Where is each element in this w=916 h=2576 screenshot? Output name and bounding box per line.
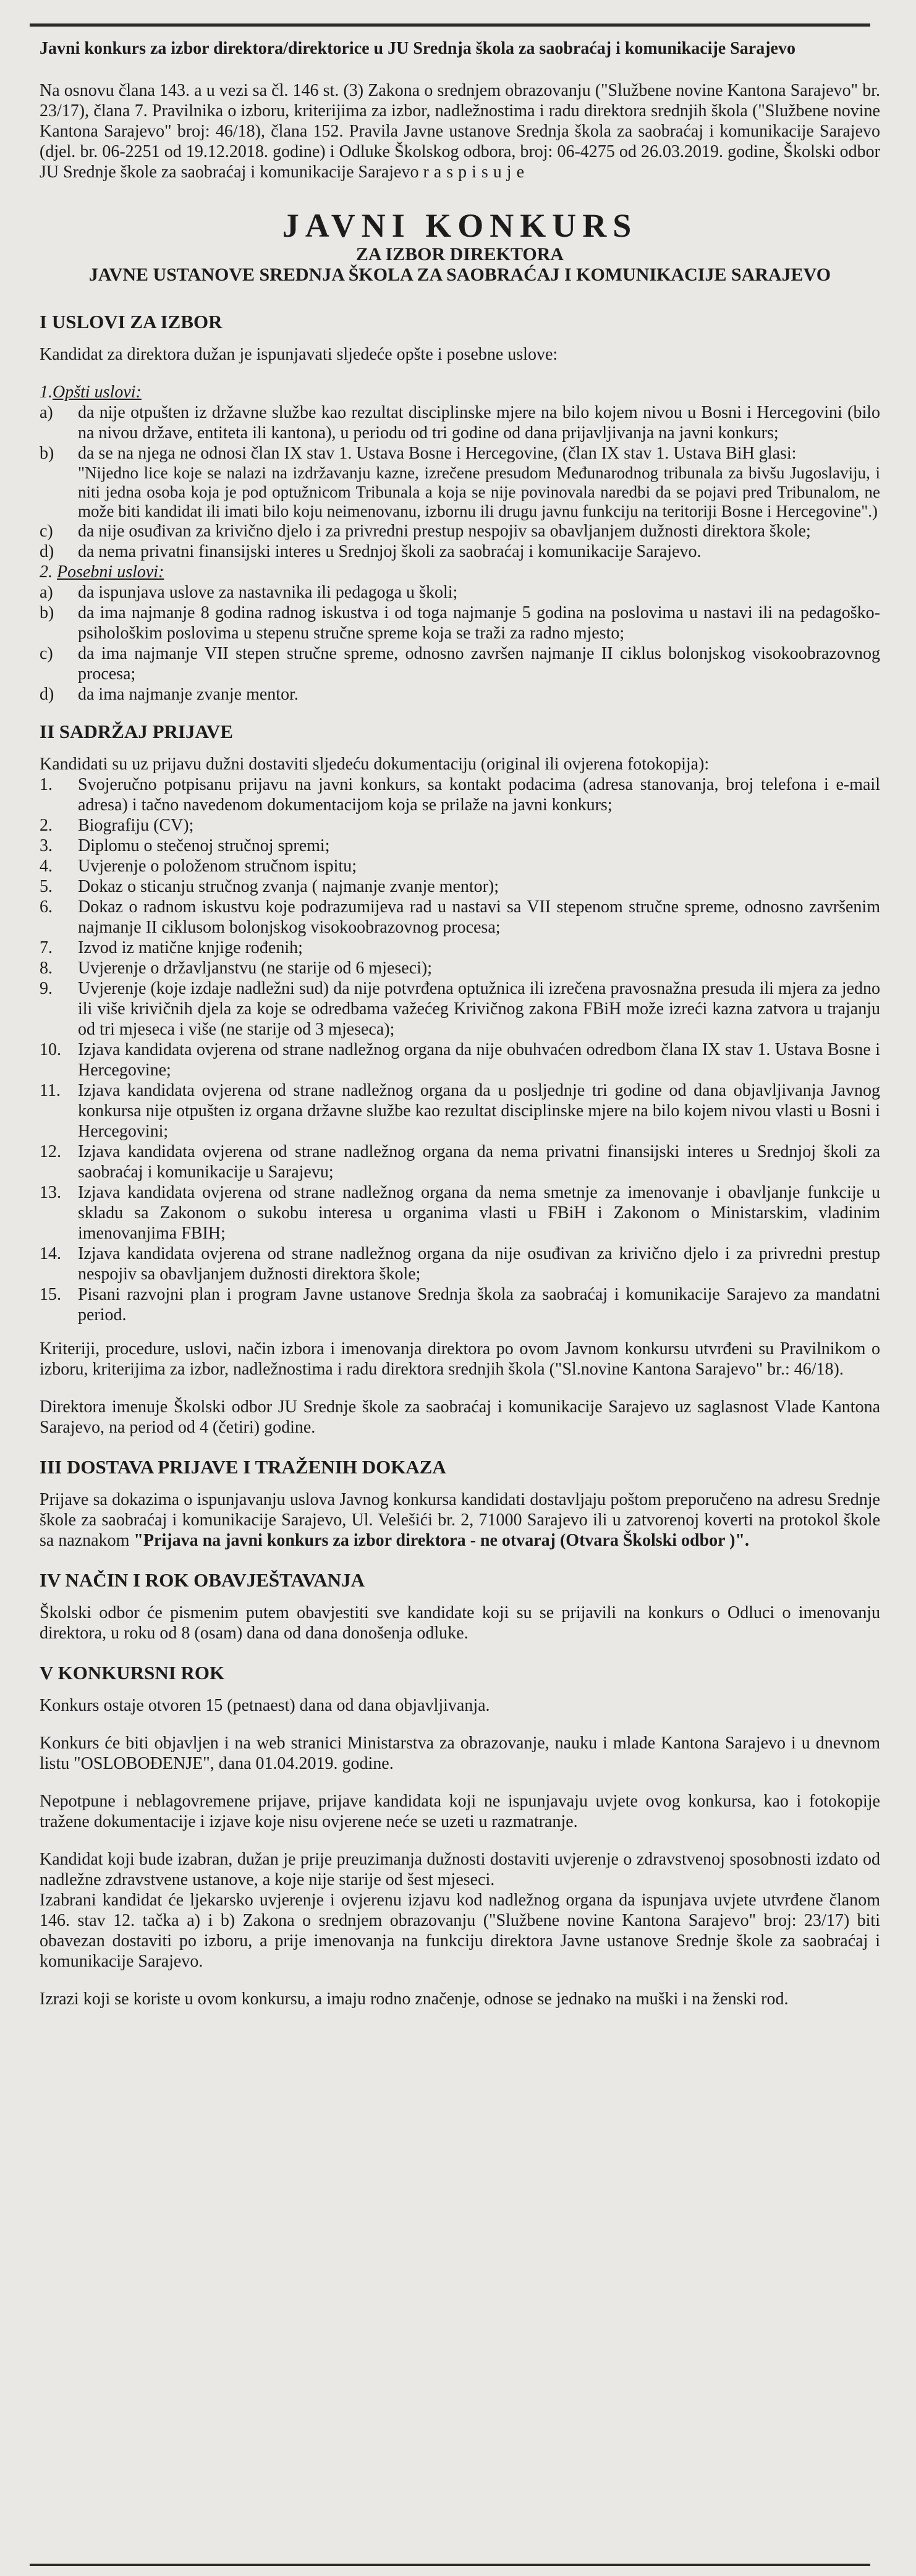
publication-paragraph: Konkurs će biti objavljen i na web stranici Ministarstva za obrazovanje, nauku i mlade Kantona Sarajevo i u dnevnom listu "OSLOBOĐENJE", dana 01.04.2019. godine. xyxy=(40,1734,880,1773)
list-item: 13. Izjava kandidata ovjerena od strane nadležnog organa da nema smetnje za imenovanje i obavljanje funkcije u skladu sa Zakonom o sukobu interesa u organima vlasti u FBiH i Zakonom o Ministarskim, vladinim imenovanjima FBIH; xyxy=(40,1183,880,1243)
announcement-title: JAVNI KONKURS xyxy=(282,207,638,244)
list-item: c) da ima najmanje VII stepen stručne spreme, odnosno završen najmanje II ciklus bolonjskog visokoobrazovnog procesa; xyxy=(40,644,880,684)
list-item: 3. Diplomu o stečenoj stručnoj spremi; xyxy=(40,836,330,855)
incomplete-applications-paragraph: Nepotpune i neblagovremene prijave, prijave kandidata koji ne ispunjavaju uvjete ovog konkursa, kao i fotokopije tražene dokumentacije i izjave koje nisu ovjerene neće se uzeti u razmatranje. xyxy=(40,1792,880,1831)
list-item: 4. Uvjerenje o položenom stručnom ispitu; xyxy=(40,857,357,876)
list-item: 11. Izjava kandidata ovjerena od strane nadležnog organa da u posljednje tri godine od dana objavljivanja Javnog konkursa nije otpušten iz organa državne službe kao rezultat disciplinske mjere na bilo kojem nivou vlasti u Bosni i Hercegovini; xyxy=(40,1081,880,1141)
announcement-subtitle-1: ZA IZBOR DIREKTORA xyxy=(355,244,564,265)
section-heading-conditions: I USLOVI ZA IZBOR xyxy=(40,311,223,333)
gender-note-paragraph: Izrazi koji se koriste u ovom konkursu, a imaju rodno značenje, odnose se jednako na muški i na ženski rod. xyxy=(40,1989,789,2009)
legal-basis-text: Na osnovu člana 143. a u vezi sa čl. 146 st. (3) Zakona o srednjem obrazovanju ("Službene novine Kantona Sarajevo" br. 23/17), člana 7. Pravilnika o izboru, kriterijima za izbor, nadležnostima i radu direktora srednjih škola ("Službene novine Kantona Sarajevo" broj: 46/18), člana 152. Pravila Javne ustanove Srednja škola za saobraćaj i komunikacije Sarajevo (djel. br. 06-2251 od 19.12.2018. godine) i Odluke Školskog odbora, broj: 06-4275 od 26.03.2019. godine, Školski odbor JU Srednje škole za saobraćaj i komunikacije Sarajevo xyxy=(40,81,880,182)
envelope-label: "Prijava na javni konkurs za izbor direktora - ne otvaraj (Otvara Školski odbor )". xyxy=(134,1531,749,1550)
section-heading-submission: III DOSTAVA PRIJAVE I TRAŽENIH DOKAZA xyxy=(40,1456,446,1478)
health-certificate-paragraph: Kandidat koji bude izabran, dužan je prije preuzimanja dužnosti dostaviti uvjerenje o zdravstvenoj sposobnosti izdato od nadležne zdravstvene ustanove, a koje nije starije od šest mjeseci. xyxy=(40,1850,880,1889)
general-conditions-label: 1.Opšti uslovi: xyxy=(40,383,142,402)
notification-paragraph: Školski odbor će pismenim putem obavjestiti sve kandidate koji su se prijavili na konkurs o Odluci o imenovanju direktora, u roku od 8 (osam) dana od dana donošenja odluke. xyxy=(40,1603,880,1643)
list-item: d) da nema privatni finansijski interes u Srednjoj školi za saobraćaj i komunikacije Sarajevo. xyxy=(40,542,702,561)
list-item: 9. Uvjerenje (koje izdaje nadležni sud) da nije potvrđena optužnica ili izrečena pravosnažna presuda ili mjera za jedno ili više krivičnih djela za koje se odredbama važećeg Krivičnog zakona FBiH može izreći kazna zatvora u trajanju od tri mjeseca i više (ne starije od 3 mjeseca); xyxy=(40,979,880,1039)
selected-candidate-paragraph: Izabrani kandidat će ljekarsko uvjerenje i ovjerenu izjavu kod nadležnog organa da ispunjava uvjete utvrđene članom 146. stav 12. tačka a) i b) Zakona o srednjem obrazovanju ("Službene novine Kantona Sarajevo" broj: 23/17) biti obavezan dostaviti po izboru, a prije imenovanja na funkciju direktora Javne ustanove Srednje škole za saobraćaj i komunikacije Sarajevo. xyxy=(40,1891,880,1971)
list-item: a) da nije otpušten iz državne službe kao rezultat disciplinske mjere na bilo kojem nivou u Bosni i Hercegovini (bilo na nivou države, entiteta ili kantona), u periodu od tri godine od dana prijavljivanja na javni konkurs; xyxy=(40,403,880,443)
list-item: a) da ispunjava uslove za nastavnika ili pedagoga u školi; xyxy=(40,583,458,602)
special-conditions-label: 2. Posebni uslovi: xyxy=(40,562,164,582)
list-item: 12. Izjava kandidata ovjerena od strane nadležnog organa da nema privatni finansijski interes u Srednjoj školi za saobraćaj i komunikacije u Sarajevu; xyxy=(40,1142,880,1182)
list-item: 6. Dokaz o radnom iskustvu koje podrazumijeva rad u nastavi sa VII stepenom stručne spreme, odnosno završenim najmanje II ciklusom bolonjskog visokoobrazovnog procesa; xyxy=(40,897,880,937)
list-item: b) da ima najmanje 8 godina radnog iskustva i od toga najmanje 5 godina na poslovima u nastavi ili na pedagoško-psihološkim poslovima u stepenu stručne spreme koja se traži za radno mjesto; xyxy=(40,603,880,643)
section-heading-deadline: V KONKURSNI ROK xyxy=(40,1662,225,1684)
section-heading-notification: IV NAČIN I ROK OBAVJEŠTAVANJA xyxy=(40,1569,365,1591)
section-heading-application: II SADRŽAJ PRIJAVE xyxy=(40,721,233,742)
application-intro: Kandidati su uz prijavu dužni dostaviti sljedeću dokumentaciju (original ili ovjerena fotokopija): xyxy=(40,755,710,774)
list-item: 10. Izjava kandidata ovjerena od strane nadležnog organa da nije obuhvaćen odredbom člana IX stav 1. Ustava Bosne i Hercegovine; xyxy=(40,1040,880,1080)
conditions-intro: Kandidat za direktora dužan je ispunjavati sljedeće opšte i posebne uslove: xyxy=(40,345,558,364)
title-block xyxy=(40,207,880,285)
announcement-subtitle-2: JAVNE USTANOVE SREDNJA ŠKOLA ZA SAOBRAĆAJ I KOMUNIKACIJE SARAJEVO xyxy=(88,265,831,285)
list-item: 1. Svojeručno potpisanu prijavu na javni konkurs, sa kontakt podacima (adresa stanovanja, broj telefona i e-mail adresa) i tačno navedenom dokumentacijom koja se prilaže na javni konkurs; xyxy=(40,775,880,815)
constitution-quote: "Nijedno lice koje se nalazi na izdržavanju kazne, izrečene presudom Međunarodnog tribunala za bivšu Jugoslaviju, i niti jedna osoba koja je pod optužnicom Tribunala a koja se nije povinovala naredbi da se pojavi pred Tribunalom, ne može biti kandidat ili imati bilo koju neimenovanu, izbornu ili drugu javnu funkciju na teritoriji Bosne i Hercegovine".) xyxy=(78,464,880,520)
list-item: 7. Izvod iz matične knjige rođenih; xyxy=(40,938,303,957)
list-item: 5. Dokaz o sticanju stručnog zvanja ( najmanje zvanje mentor); xyxy=(40,877,499,896)
list-item: 15. Pisani razvojni plan i program Javne ustanove Srednja škola za saobraćaj i komunikacije Sarajevo za mandatni period. xyxy=(40,1285,880,1324)
top-rule xyxy=(30,23,870,27)
submission-paragraph: Prijave sa dokazima o ispunjavanju uslova Javnog konkursa kandidati dostavljaju poštom preporučeno na adresu Srednje škole za saobraćaj i komunikacije Sarajevo, Ul. Velešići br. 2, 71000 Sarajevo ili u zatvorenoj koverti na protokol škole sa naznakom "Prijava na javni konkurs za izbor direktora - ne otvaraj (Otvara Školski odbor )". xyxy=(40,1490,880,1550)
list-item: 8. Uvjerenje o državljanstvu (ne starije od 6 mjeseci); xyxy=(40,959,433,978)
list-item: b) da se na njega ne odnosi član IX stav 1. Ustava Bosne i Hercegovine, (član IX stav 1. Ustava BiH glasi: "Nijedno lice koje se nalazi na izdržavanju kazne, izrečene presudom Međunarodnog tribunala za bivšu Jugoslaviju, i niti jedna osoba koja je pod optužnicom Tribunala a koja se nije povinovala naredbi da se pojavi pred Tribunalom, ne može biti kandidat ili imati bilo koju neimenovanu, izbornu ili drugu javnu funkciju na teritoriji Bosne i Hercegovine".) xyxy=(40,444,880,520)
list-item: 2. Biografiju (CV); xyxy=(40,816,194,835)
deadline-paragraph: Konkurs ostaje otvoren 15 (petnaest) dana od dana objavljivanja. xyxy=(40,1696,490,1715)
criteria-paragraph: Kriteriji, procedure, uslovi, način izbora i imenovanja direktora po ovom Javnom konkursu utvrđeni su Pravilnikom o izboru, kriterijima za izbor, nadležnostima i radu direktora srednjih škola ("Sl.novine Kantona Sarajevo" br.: 46/18). xyxy=(40,1339,880,1379)
announces-word: raspisuje xyxy=(423,163,529,182)
list-item: d) da ima najmanje zvanje mentor. xyxy=(40,685,299,704)
appointment-paragraph: Direktora imenuje Školski odbor JU Srednje škole za saobraćaj i komunikacije Sarajevo uz saglasnost Vlade Kantona Sarajevo, na period od 4 (četiri) godine. xyxy=(40,1397,880,1437)
bottom-rule xyxy=(30,2564,870,2566)
announcement-header: Javni konkurs za izbor direktora/direktorice u JU Srednja škola za saobraćaj i komunikacije Sarajevo xyxy=(40,39,795,58)
announcement-column xyxy=(40,37,880,2027)
legal-basis-paragraph xyxy=(40,80,880,182)
list-item: 14. Izjava kandidata ovjerena od strane nadležnog organa da nije osuđivan za krivično djelo i za privredni prestup nespojiv sa obavljanjem dužnosti direktora škole; xyxy=(40,1244,880,1284)
list-item: c) da nije osuđivan za krivično djelo i za privredni prestup nespojiv sa obavljanjem dužnosti direktora škole; xyxy=(40,522,811,541)
